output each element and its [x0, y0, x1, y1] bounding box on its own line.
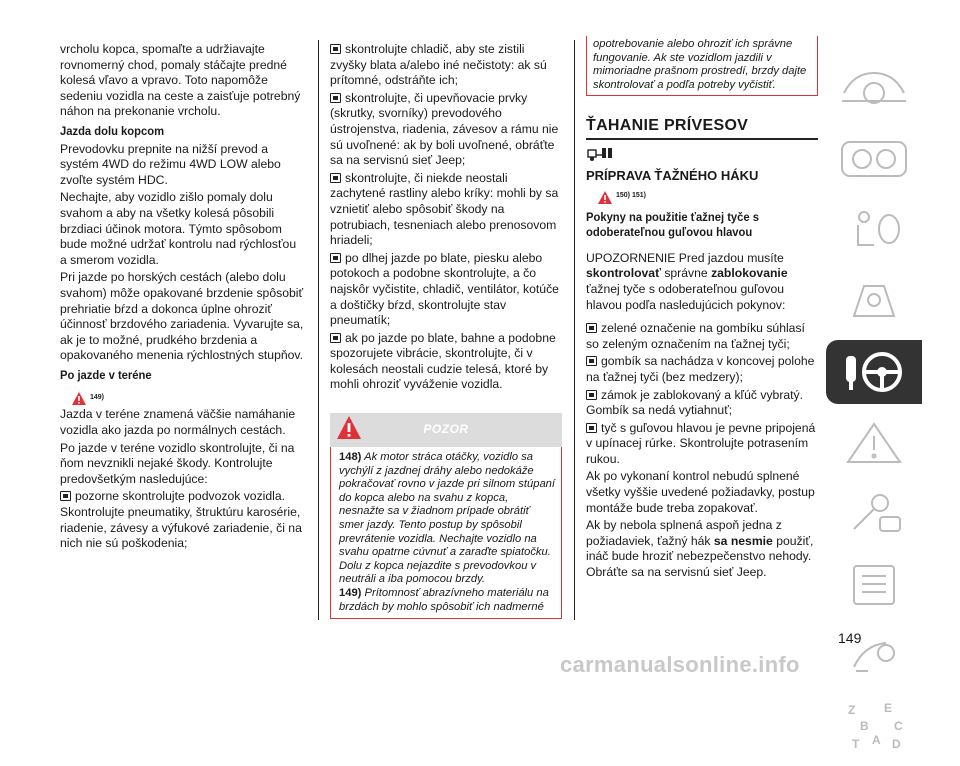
- list-item: gombík sa nachádza v koncovej polohe na ťažnej tyči (bez medzery);: [586, 354, 815, 384]
- paragraph: Pri jazde po horských cestách (alebo dolu svahom) môže opakované brzdenie spôsobiť prehriatie bŕzd a dokonca úplne ohroziť účinnosť brzdového zariadenia. Vyvarujte sa, ak je to možné, prudkého brzdenia a opakovaného menenia rýchlostných stupňov.: [60, 270, 304, 363]
- steering-wheel-key-icon: [834, 344, 914, 400]
- warning-triangle-icon: [598, 191, 612, 204]
- paragraph: Prevodovku prepnite na nižší prevod a systém 4WD do režimu 4WD LOW alebo zvoľte systém HDC.: [60, 141, 281, 187]
- chapter-tab[interactable]: [826, 269, 922, 333]
- chapter-tab[interactable]: [826, 127, 922, 191]
- alphabet-index-icon: [834, 700, 914, 754]
- specs-list-icon: [834, 560, 914, 610]
- bullet-icon: [586, 423, 597, 433]
- safety-airbag-icon: [834, 205, 914, 255]
- bullet-icon: [330, 333, 341, 343]
- paragraph: Ak po vykonaní kontrol nebudú splnené všetky vyššie uvedené požiadavky, postup montáže bude treba zopakovať.: [586, 469, 815, 515]
- instrument-gauge-icon: [834, 134, 914, 184]
- warning-ref-number: 150) 151): [616, 191, 646, 199]
- bullet-icon: [586, 356, 597, 366]
- list-item: zelené označenie na gombíku súhlasí so zeleným označením na ťažnej tyči;: [586, 321, 805, 351]
- heading-downhill: Jazda dolu kopcom: [60, 123, 165, 138]
- list-item: ak po jazde po blate, bahne a podobne spozorujete vibrácie, skontrolujte, či v kolesách neostali cudzie telesá, ktoré by mohli ohroziť vyváženie vozidla.: [330, 330, 556, 392]
- paragraph: vrcholu kopca, spomaľte a udržiavajte rovnomerný chod, pomaly stáčajte predné kolesá vľavo a vpravo. Toto napomôže sedeniu vozidla na ceste a zaisťuje potrebný náhon na prekonanie vrcholu.: [60, 42, 301, 119]
- bullet-icon: [60, 491, 71, 501]
- warning-box-title: POZOR: [423, 422, 469, 437]
- list-item: skontrolujte, či upevňovacie prvky (skrutky, svorníky) prevodového ústrojenstva, riadenia, závesov a rámu nie sú uvoľnené: ak by boli uvoľnené, obráťte sa na servisnú sieť Jeep;: [330, 90, 559, 168]
- column-divider: [574, 40, 575, 620]
- column-right: [586, 38, 818, 583]
- chapter-tab[interactable]: [826, 411, 922, 475]
- warning-item-148: 148) Ak motor stráca otáčky, vozidlo sa vychýlí z jazdnej dráhy alebo nedokáže pokračovať rovno v jazde pri silnom stúpaní do kopca alebo na svahu z kopca, nesnažte sa v žiadnom prípade obrátiť smer jazdy. Tento postup by spôsobil prevrátenie vozidla. Nechajte vozidlo na svahu opatrne cúvnuť a zaraďte spiatočku. Dolu z kopca nejazdite s prevodovkou v neutráli a iba pomocou brzdy.: [339, 451, 556, 586]
- index-letter: D: [892, 737, 901, 751]
- index-letter: E: [884, 701, 893, 715]
- trailer-hitch-icon: [586, 146, 626, 162]
- warning-triangle-icon: [72, 392, 86, 405]
- paragraph: Po jazde v teréne vozidlo skontrolujte, či na ňom nevznikli nejaké škody. Kontrolujte predovšetkým nasledujúce:: [60, 440, 295, 486]
- chapter-navigation: [826, 56, 922, 766]
- paragraph: Nechajte, aby vozidlo zišlo pomaly dolu svahom a aby na všetky kolesá pôsobili brzdiaci účinok motora. Týmto spôsobom bude možné udržať kontrolu nad rýchlosťou a smerom vozidla.: [60, 190, 297, 267]
- warning-box: [330, 447, 562, 619]
- chapter-tab[interactable]: [826, 56, 922, 120]
- chapter-tab[interactable]: [826, 198, 922, 262]
- column-divider: [318, 40, 319, 620]
- index-letter: B: [860, 719, 869, 733]
- list-item: skontrolujte, či niekde neostali zachytené rastliny alebo kríky: mohli by sa vznietiť alebo spôsobiť škody na potrubiach, tesneniach alebo prenosovom hriadeli;: [330, 170, 559, 248]
- bullet-icon: [330, 253, 341, 263]
- chapter-tab[interactable]: [826, 482, 922, 546]
- warning-box-header: [330, 413, 562, 447]
- chapter-tab[interactable]: [826, 695, 922, 759]
- car-seat-icon: [834, 276, 914, 326]
- warning-item-149: 149) Prítomnosť abrazívneho materiálu na brzdách by mohlo spôsobiť ich nadmerné: [339, 587, 549, 613]
- wrench-service-icon: [834, 489, 914, 539]
- list-item: skontrolujte chladič, aby ste zistili zvyšky blata a/alebo iné nečistoty: ak sú prítomné, odstráňte ich;: [330, 42, 547, 88]
- paragraph: UPOZORNENIE Pred jazdou musíte skontrolovať správne zablokovanie ťažnej tyče s odoberateľnou guľovou hlavou podľa nasledujúcich pokynov:: [586, 250, 788, 312]
- warning-reference[interactable]: [598, 184, 818, 204]
- subsection-title: PRÍPRAVA ŤAŽNÉHO HÁKU: [586, 167, 759, 183]
- index-letter: Z: [848, 703, 856, 717]
- watermark: carmanualsonline.info: [560, 652, 800, 677]
- page-number: 149: [838, 630, 862, 646]
- list-item: pozorne skontrolujte podvozok vozidla. Skontrolujte pneumatiky, štruktúru karosérie, riadenie, závesy a výfukové zariadenie, či na nich nie sú poškodenia;: [60, 489, 302, 551]
- bullet-icon: [330, 93, 341, 103]
- bullet-icon: [330, 44, 341, 54]
- list-item: zámok je zablokovaný a kľúč vybratý. Gombík sa nedá vytiahnuť;: [586, 387, 804, 418]
- index-letter: C: [894, 719, 903, 733]
- warning-box-continued: opotrebovanie alebo ohroziť ich správne fungovanie. Ak ste vozidlom jazdili v mimoriadne prašnom prostredí, brzdy dajte skontrolovať a podľa potreby vyčistiť.: [586, 36, 818, 96]
- column-left: [60, 42, 306, 554]
- heading-after-offroad: Po jazde v teréne: [60, 367, 152, 382]
- list-item: tyč s guľovou hlavou je pevne pripojená v upínacej rúrke. Skontrolujte potrasením rukou.: [586, 420, 816, 466]
- bullet-icon: [586, 390, 597, 400]
- trailer-icon-wrap: [586, 146, 818, 162]
- warning-triangle-icon: [834, 418, 914, 468]
- chapter-tab-active[interactable]: [826, 340, 922, 404]
- index-letter: A: [872, 733, 881, 747]
- dashboard-car-icon: [834, 63, 914, 113]
- chapter-tab[interactable]: [826, 553, 922, 617]
- bullet-icon: [330, 173, 341, 183]
- section-title: ŤAHANIE PRÍVESOV: [586, 118, 818, 140]
- bullet-icon: [586, 323, 597, 333]
- list-item: po dlhej jazde po blate, piesku alebo potokoch a podobne skontrolujte, a čo najskôr vyčistite, chladič, ventilátor, kotúče a doštičky bŕzd, skontrolujte stav pneumatík;: [330, 250, 559, 328]
- warning-ref-number: 149): [90, 393, 105, 401]
- paragraph: Jazda v teréne znamená väčšie namáhanie vozidla ako jazda po normálnych cestách.: [60, 407, 296, 438]
- paragraph: Ak by nebola splnená aspoň jedna z požiadaviek, ťažný hák sa nesmie použiť, ináč bude hroziť nebezpečenstvo nehody. Obráťte sa na servisnú sieť Jeep.: [586, 518, 814, 580]
- index-letter: T: [852, 737, 860, 751]
- column-middle: [330, 42, 562, 619]
- heading-instructions: Pokyny na použitie ťažnej tyče s odoberateľnou guľovou hlavou: [586, 209, 760, 240]
- warning-reference[interactable]: [72, 385, 306, 405]
